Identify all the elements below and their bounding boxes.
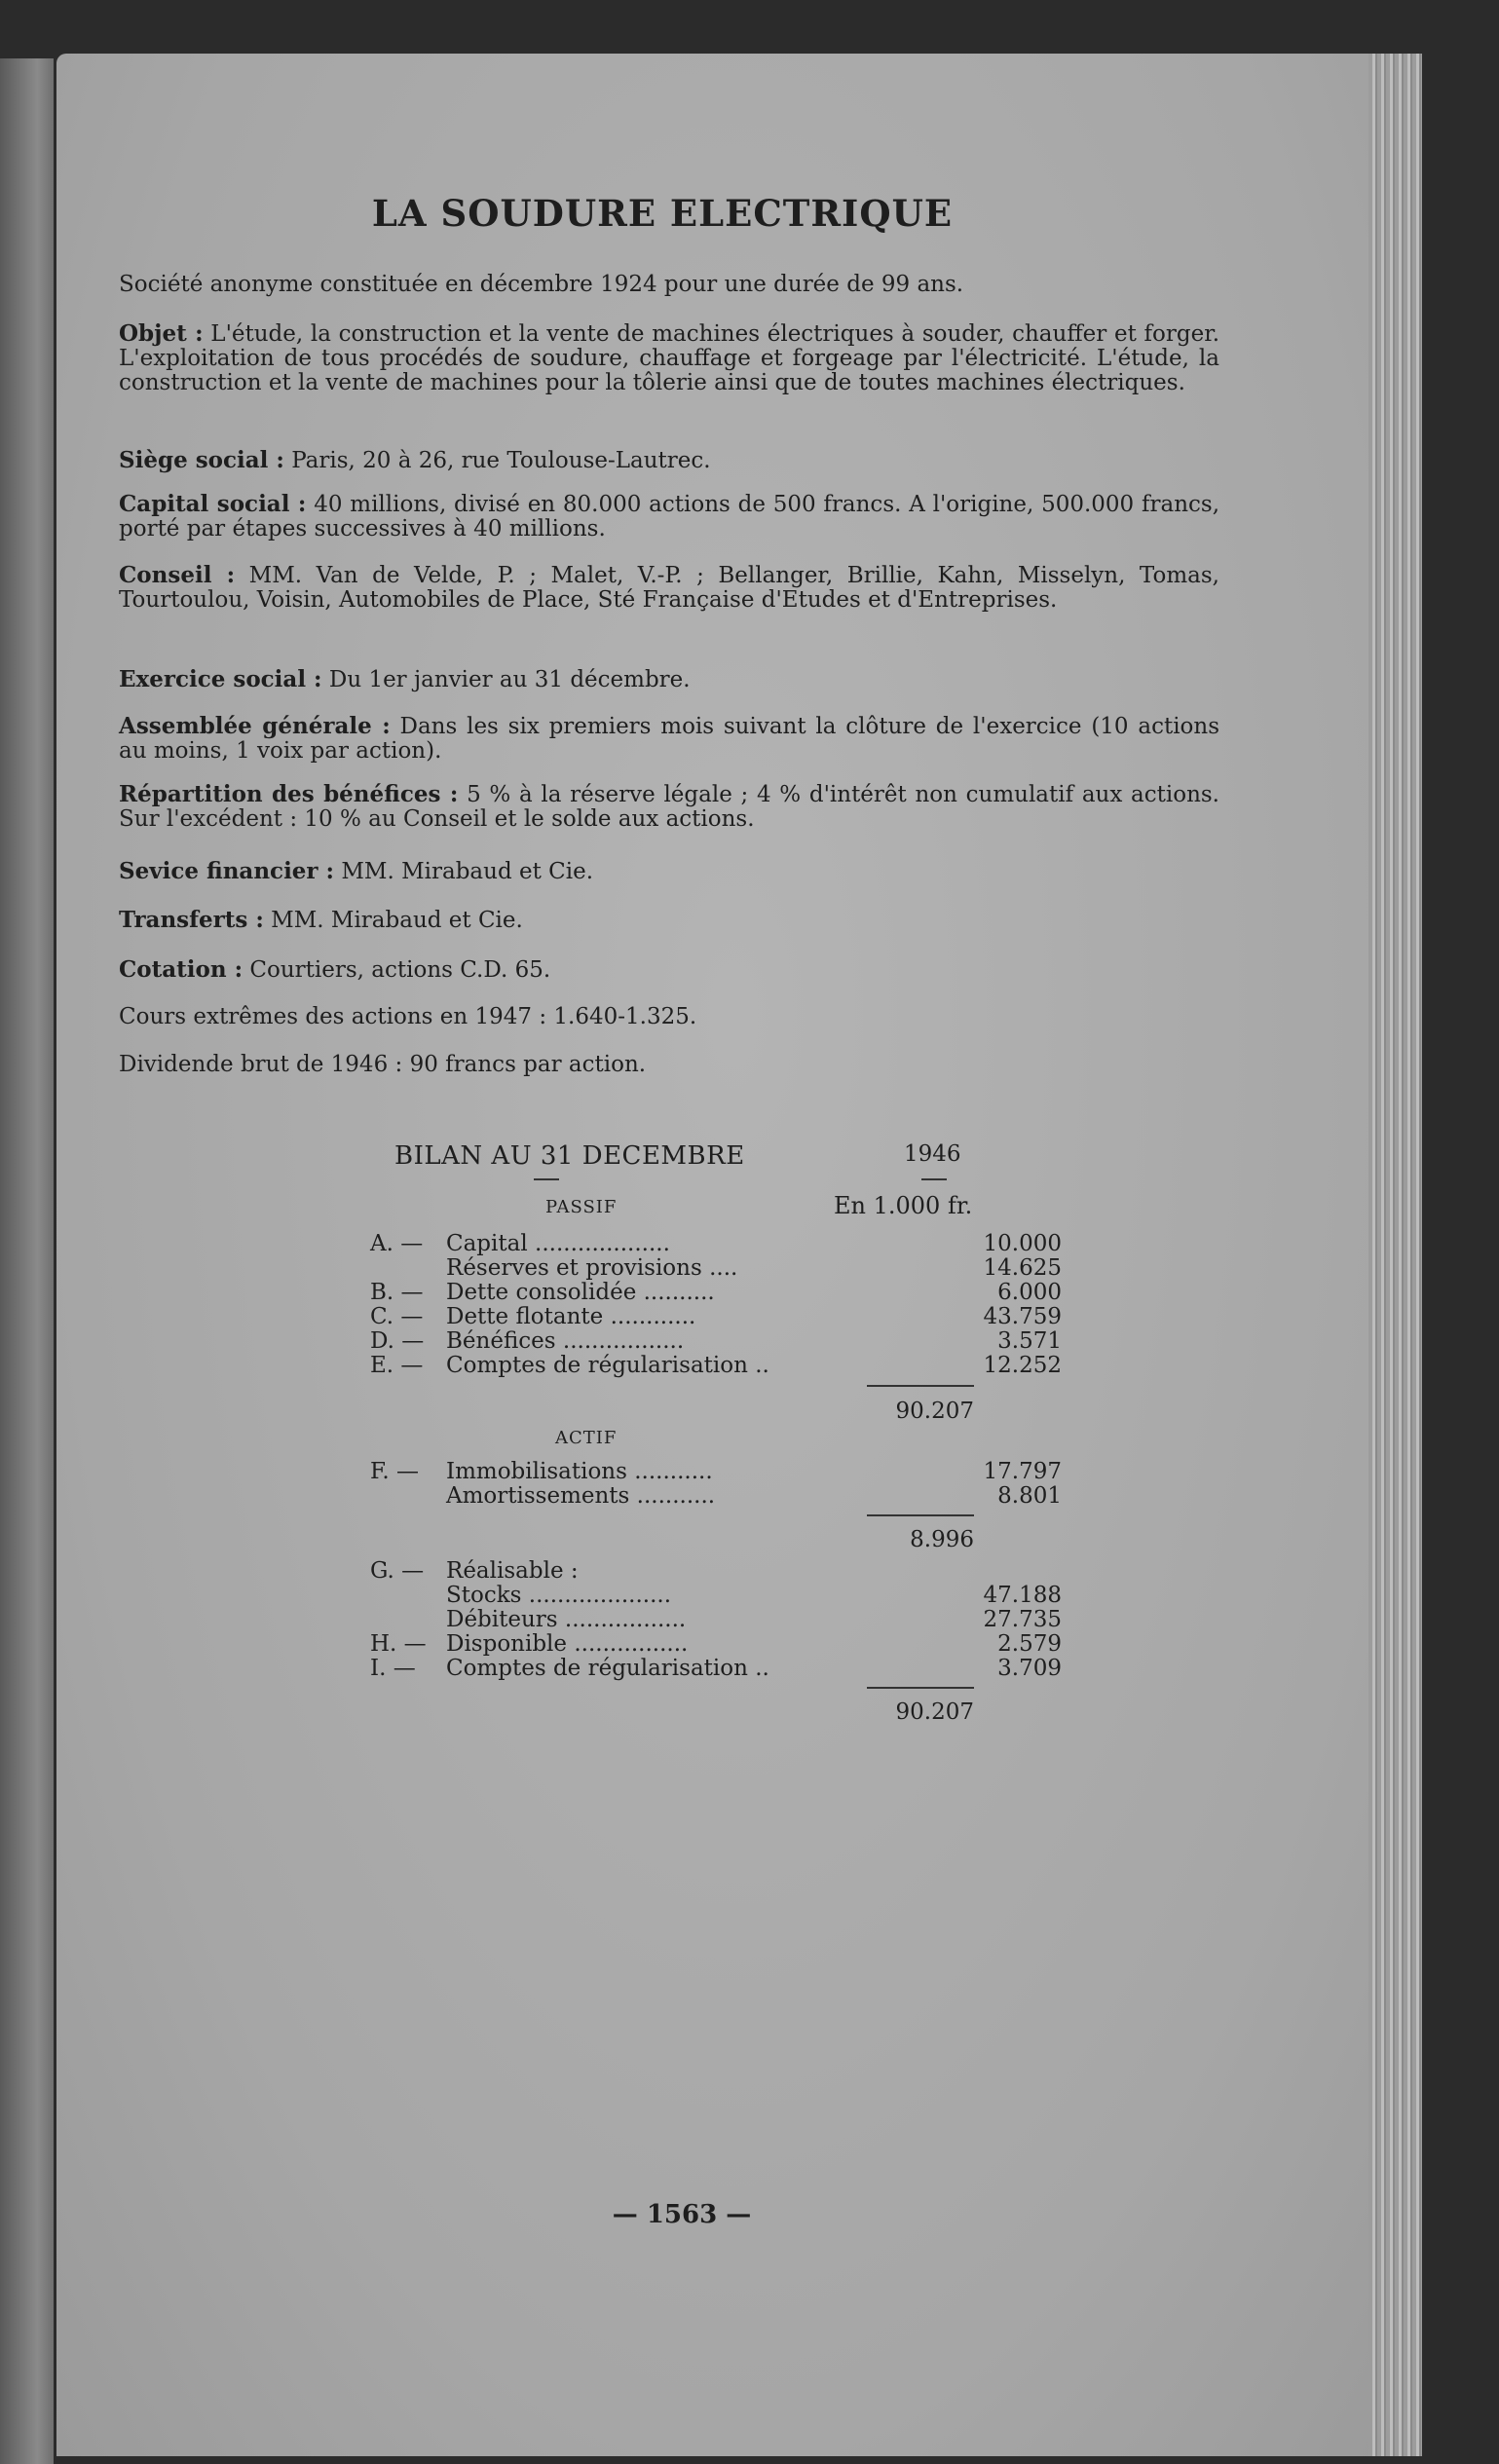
year-dash bbox=[921, 1178, 947, 1180]
row-desc: Dette consolidée .......... bbox=[446, 1280, 715, 1305]
row-letter: F. — bbox=[370, 1459, 419, 1484]
page-title: LA SOUDURE ELECTRIQUE bbox=[371, 192, 954, 235]
row-letter: B. — bbox=[370, 1280, 424, 1305]
row-desc: Amortissements ........... bbox=[446, 1483, 716, 1509]
row-desc: Réalisable : bbox=[446, 1558, 579, 1584]
balance-sheet-year: 1946 bbox=[904, 1141, 961, 1167]
service-label: Sevice financier : bbox=[119, 858, 335, 884]
row-letter: I. — bbox=[370, 1656, 416, 1681]
row-value: 8.801 bbox=[997, 1483, 1062, 1509]
objet-paragraph bbox=[119, 321, 1219, 395]
dividende-paragraph: Dividende brut de 1946 : 90 francs par action. bbox=[119, 1052, 647, 1077]
transferts-text: MM. Mirabaud et Cie. bbox=[271, 908, 523, 933]
siege-label: Siège social : bbox=[119, 447, 284, 473]
row-desc: Réserves et provisions .... bbox=[446, 1255, 738, 1281]
objet-text: L'étude, la construction et la vente de machines électriques à souder, chauffer et forger. L'exploitation de tous procédés de soudure, chauffage et forgeage par l'électricité. L'étude, la construction et la vente de machines pour la tôlerie ainsi que de toutes machines électriques. bbox=[119, 321, 1219, 395]
exercice-paragraph bbox=[119, 667, 1219, 692]
capital-text: 40 millions, divisé en 80.000 actions de 500 francs. A l'origine, 500.000 francs, porté par étapes successives à 40 millions. bbox=[119, 492, 1220, 541]
row-value: 47.188 bbox=[983, 1583, 1062, 1608]
actif-label: ACTIF bbox=[555, 1428, 618, 1448]
cours-paragraph: Cours extrêmes des actions en 1947 : 1.640-1.325. bbox=[119, 1004, 697, 1029]
row-value: 2.579 bbox=[997, 1631, 1062, 1657]
row-value: 14.625 bbox=[983, 1255, 1062, 1281]
unit-label: En 1.000 fr. bbox=[834, 1192, 973, 1219]
objet-label: Objet : bbox=[119, 320, 204, 347]
siege-paragraph bbox=[119, 448, 1219, 473]
row-desc: Comptes de régularisation .. bbox=[446, 1656, 769, 1681]
balance-row bbox=[370, 1656, 1062, 1681]
balance-row bbox=[370, 1304, 1062, 1329]
title-dash bbox=[534, 1178, 559, 1180]
conseil-label: Conseil : bbox=[119, 562, 236, 588]
row-value: 17.797 bbox=[983, 1459, 1062, 1484]
passif-total: 90.207 bbox=[895, 1399, 974, 1424]
conseil-text: MM. Van de Velde, P. ; Malet, V.-P. ; Bellanger, Brillie, Kahn, Misselyn, Tomas, Tourtoulou, Voisin, Automobiles de Place, Sté Française d'Etudes et d'Entreprises. bbox=[119, 563, 1219, 613]
repartition-text: 5 % à la réserve légale ; 4 % d'intérêt non cumulatif aux actions. Sur l'excédent : 10 % au Conseil et le solde aux actions. bbox=[119, 782, 1219, 832]
capital-paragraph bbox=[119, 492, 1219, 541]
row-desc: Immobilisations ........... bbox=[446, 1459, 713, 1484]
row-letter: H. — bbox=[370, 1631, 427, 1657]
balance-row bbox=[370, 1583, 1062, 1608]
cotation-paragraph bbox=[119, 957, 1219, 983]
passif-total-rule bbox=[867, 1385, 974, 1387]
assemblee-label: Assemblée générale : bbox=[119, 713, 391, 739]
row-letter: D. — bbox=[370, 1328, 425, 1354]
balance-sheet-title: BILAN AU 31 DECEMBRE bbox=[394, 1141, 745, 1171]
row-desc: Dette flotante ............ bbox=[446, 1304, 696, 1329]
service-text: MM. Mirabaud et Cie. bbox=[341, 859, 594, 884]
transferts-paragraph bbox=[119, 908, 1219, 933]
passif-label: PASSIF bbox=[545, 1197, 618, 1217]
balance-row bbox=[370, 1328, 1062, 1354]
assemblee-text: Dans les six premiers mois suivant la clôture de l'exercice (10 actions au moins, 1 voix par action). bbox=[119, 714, 1220, 764]
row-value: 3.709 bbox=[997, 1656, 1062, 1681]
row-value: 3.571 bbox=[997, 1328, 1062, 1354]
balance-row bbox=[370, 1607, 1062, 1632]
row-letter: E. — bbox=[370, 1353, 424, 1378]
row-value: 12.252 bbox=[983, 1353, 1062, 1378]
row-value: 10.000 bbox=[983, 1231, 1062, 1256]
row-desc: Capital ................... bbox=[446, 1231, 670, 1256]
row-letter: A. — bbox=[370, 1231, 424, 1256]
row-value: 43.759 bbox=[983, 1304, 1062, 1329]
balance-row bbox=[370, 1459, 1062, 1484]
row-value: 27.735 bbox=[983, 1607, 1062, 1632]
row-letter: C. — bbox=[370, 1304, 424, 1329]
row-letter: G. — bbox=[370, 1558, 425, 1584]
balance-row bbox=[370, 1631, 1062, 1657]
balance-row bbox=[370, 1483, 1062, 1509]
page-stack-edges bbox=[1368, 54, 1422, 2456]
balance-row bbox=[370, 1231, 1062, 1256]
capital-label: Capital social : bbox=[119, 491, 307, 517]
conseil-paragraph bbox=[119, 563, 1219, 613]
row-value: 6.000 bbox=[997, 1280, 1062, 1305]
exercice-text: Du 1er janvier au 31 décembre. bbox=[328, 667, 691, 692]
service-paragraph bbox=[119, 859, 1219, 884]
row-desc: Disponible ................ bbox=[446, 1631, 689, 1657]
balance-row bbox=[370, 1280, 1062, 1305]
assemblee-paragraph bbox=[119, 714, 1219, 764]
repartition-label: Répartition des bénéfices : bbox=[119, 781, 459, 807]
repartition-paragraph bbox=[119, 782, 1219, 832]
exercice-label: Exercice social : bbox=[119, 666, 322, 692]
row-desc: Débiteurs ................. bbox=[446, 1607, 687, 1632]
balance-row bbox=[370, 1558, 993, 1583]
row-desc: Stocks .................... bbox=[446, 1583, 671, 1608]
adjacent-page-edge bbox=[0, 58, 54, 2464]
page-number: — 1563 — bbox=[612, 2200, 752, 2229]
row-desc: Bénéfices ................. bbox=[446, 1328, 685, 1354]
row-desc: Comptes de régularisation .. bbox=[446, 1353, 769, 1378]
actif-total-rule bbox=[867, 1687, 974, 1689]
siege-text: Paris, 20 à 26, rue Toulouse-Lautrec. bbox=[291, 448, 711, 473]
balance-row bbox=[370, 1255, 1062, 1281]
transferts-label: Transferts : bbox=[119, 907, 264, 933]
cotation-text: Courtiers, actions C.D. 65. bbox=[249, 957, 551, 983]
immobilisations-net-rule bbox=[867, 1514, 974, 1516]
actif-total: 90.207 bbox=[895, 1699, 974, 1725]
balance-row bbox=[370, 1353, 1062, 1378]
intro-paragraph: Société anonyme constituée en décembre 1924 pour une durée de 99 ans. bbox=[119, 272, 964, 297]
immobilisations-net: 8.996 bbox=[910, 1527, 974, 1552]
cotation-label: Cotation : bbox=[119, 956, 244, 983]
